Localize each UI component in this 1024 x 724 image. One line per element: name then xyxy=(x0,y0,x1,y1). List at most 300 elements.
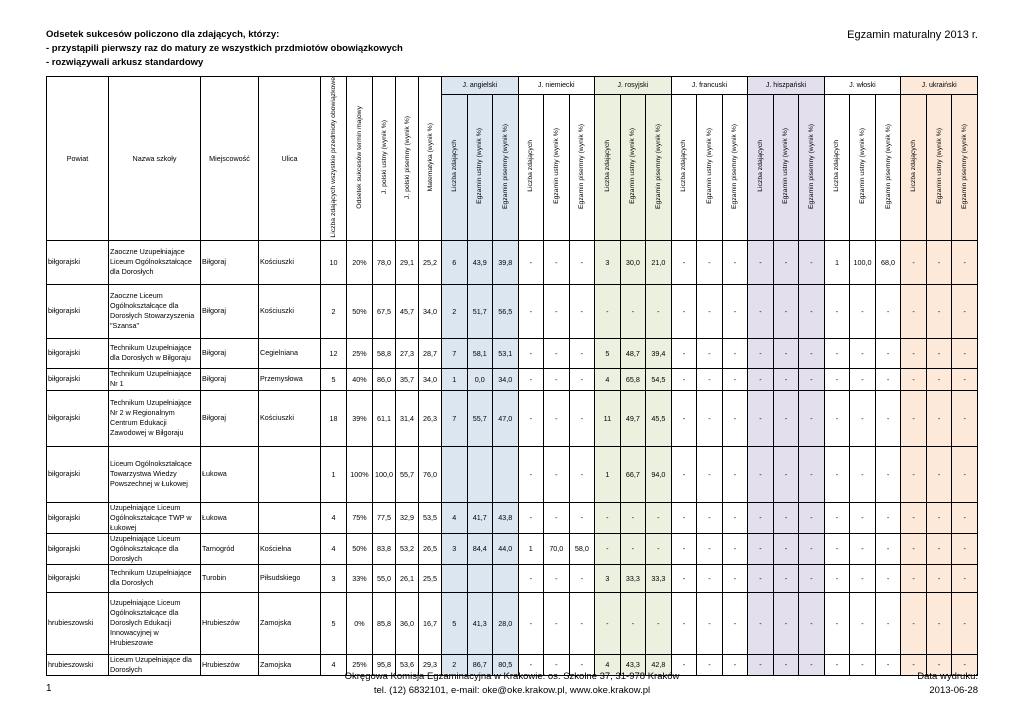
cell-language-value: - xyxy=(850,654,876,675)
cell-street: Zamojska xyxy=(259,592,321,654)
cell-language-value: 66,7 xyxy=(620,446,646,502)
cell-language-value: - xyxy=(595,284,621,338)
table-row xyxy=(47,533,978,564)
table-row xyxy=(47,368,978,390)
cell-jpol_u: 77,5 xyxy=(373,502,396,533)
cell-language-value: - xyxy=(569,240,595,284)
cell-language-value: - xyxy=(595,592,621,654)
cell-language-value: - xyxy=(952,338,978,368)
cell-language-value: - xyxy=(544,240,570,284)
subcolumn-label: Liczba zdających xyxy=(910,140,918,193)
cell-language-value: - xyxy=(722,338,748,368)
cell-language-value: - xyxy=(926,533,952,564)
language-subcolumn-header xyxy=(722,95,748,241)
cell-mat: 25,2 xyxy=(419,240,442,284)
cell-language-value: - xyxy=(926,564,952,592)
cell-odsetek: 25% xyxy=(347,338,373,368)
subcolumn-label: Egzamin ustny (wynik %) xyxy=(935,128,943,205)
language-subcolumn-header xyxy=(697,95,723,241)
cell-language-value: 43,8 xyxy=(493,502,519,533)
subcolumn-label: Egzamin pisemny (wynik %) xyxy=(961,123,969,209)
cell-language-value: 34,0 xyxy=(493,368,519,390)
subcolumn-label: Egzamin ustny (wynik %) xyxy=(476,128,484,205)
cell-language-value: - xyxy=(850,564,876,592)
cell-street: Zamojska xyxy=(259,654,321,675)
cell-language-value: 33,3 xyxy=(646,564,672,592)
cell-liczba: 4 xyxy=(321,533,347,564)
exam-title: Egzamin maturalny 2013 r. xyxy=(847,29,978,41)
cell-language-value: - xyxy=(773,533,799,564)
cell-language-value: - xyxy=(824,368,850,390)
cell-language-value: - xyxy=(544,338,570,368)
cell-language-value: - xyxy=(518,338,544,368)
cell-language-value: - xyxy=(875,368,901,390)
cell-language-value: - xyxy=(952,240,978,284)
cell-language-value: 39,4 xyxy=(646,338,672,368)
subcolumn-label: Liczba zdających xyxy=(756,140,764,193)
cell-language-value: 7 xyxy=(442,390,468,446)
cell-language-value: - xyxy=(518,446,544,502)
cell-language-value: - xyxy=(875,654,901,675)
cell-school: Zaoczne Liceum Ogólnokształcące dla Dorosłych Stowarzyszenia "Szansa" xyxy=(109,284,201,338)
subcolumn-label: Egzamin ustny (wynik %) xyxy=(859,128,866,205)
cell-powiat: biłgorajski xyxy=(47,338,109,368)
cell-language-value: - xyxy=(799,564,825,592)
cell-language-value: - xyxy=(926,240,952,284)
cell-language-value: - xyxy=(748,592,774,654)
cell-town: Łukowa xyxy=(201,502,259,533)
cell-language-value: - xyxy=(722,654,748,675)
cell-language-value: - xyxy=(748,368,774,390)
cell-powiat: biłgorajski xyxy=(47,564,109,592)
language-header: J. angielski xyxy=(442,77,519,95)
cell-language-value: - xyxy=(901,533,927,564)
cell-language-value: - xyxy=(824,564,850,592)
cell-language-value: 55,7 xyxy=(467,390,493,446)
cell-street xyxy=(259,502,321,533)
cell-powiat: hrubieszowski xyxy=(47,592,109,654)
cell-language-value: 4 xyxy=(595,654,621,675)
cell-language-value: - xyxy=(926,390,952,446)
col-powiat-header: Powiat xyxy=(47,77,109,241)
cell-language-value: - xyxy=(773,368,799,390)
cell-language-value: 3 xyxy=(442,533,468,564)
cell-language-value: - xyxy=(850,446,876,502)
cell-language-value: - xyxy=(952,390,978,446)
cell-language-value: - xyxy=(569,446,595,502)
cell-language-value: - xyxy=(748,338,774,368)
cell-town: Turobin xyxy=(201,564,259,592)
cell-language-value: - xyxy=(620,592,646,654)
cell-jpol_p: 29,1 xyxy=(396,240,419,284)
cell-mat: 25,5 xyxy=(419,564,442,592)
cell-language-value: - xyxy=(518,592,544,654)
cell-language-value: - xyxy=(926,284,952,338)
subcolumn-label: Liczba zdających xyxy=(833,140,841,193)
table-row xyxy=(47,390,978,446)
cell-language-value: - xyxy=(569,564,595,592)
cell-language-value: - xyxy=(875,564,901,592)
cell-language-value: - xyxy=(901,338,927,368)
cell-language-value: - xyxy=(518,564,544,592)
cell-language-value: 39,8 xyxy=(493,240,519,284)
cell-language-value: 68,0 xyxy=(875,240,901,284)
cell-language-value: - xyxy=(875,284,901,338)
cell-language-value: - xyxy=(722,564,748,592)
cell-language-value: - xyxy=(671,502,697,533)
cell-jpol_p: 36,0 xyxy=(396,592,419,654)
cell-language-value: 41,7 xyxy=(467,502,493,533)
table-row xyxy=(47,564,978,592)
cell-language-value: - xyxy=(901,446,927,502)
cell-language-value: - xyxy=(697,592,723,654)
cell-town: Tarnogród xyxy=(201,533,259,564)
cell-street: Kościuszki xyxy=(259,390,321,446)
cell-language-value: - xyxy=(569,390,595,446)
table-row xyxy=(47,284,978,338)
subcolumn-label: Egzamin ustny (wynik %) xyxy=(705,128,713,205)
cell-language-value: - xyxy=(901,284,927,338)
cell-jpol_u: 67,5 xyxy=(373,284,396,338)
cell-liczba: 1 xyxy=(321,446,347,502)
cell-language-value: - xyxy=(748,654,774,675)
cell-language-value: - xyxy=(773,284,799,338)
cell-language-value: 53,1 xyxy=(493,338,519,368)
cell-language-value: - xyxy=(773,564,799,592)
subcolumn-label: Liczba zdających xyxy=(527,140,535,193)
table-header xyxy=(47,77,978,241)
language-subcolumn-header xyxy=(773,95,799,241)
language-subcolumn-header xyxy=(467,95,493,241)
cell-language-value: - xyxy=(850,592,876,654)
print-date-block xyxy=(917,670,978,698)
language-subcolumn-header xyxy=(442,95,468,241)
subcolumn-label: Egzamin ustny (wynik %) xyxy=(629,128,637,205)
table-row xyxy=(47,240,978,284)
cell-language-value: - xyxy=(748,446,774,502)
cell-school: Liceum Ogólnokształcące Towarzystwa Wiedzy Powszechnej w Łukowej xyxy=(109,446,201,502)
cell-odsetek: 25% xyxy=(347,654,373,675)
col-success-header xyxy=(347,77,373,241)
cell-mat: 34,0 xyxy=(419,284,442,338)
cell-town: Łukowa xyxy=(201,446,259,502)
cell-odsetek: 75% xyxy=(347,502,373,533)
cell-language-value: - xyxy=(722,390,748,446)
cell-mat: 53,5 xyxy=(419,502,442,533)
cell-language-value: - xyxy=(875,592,901,654)
cell-language-value: 5 xyxy=(442,592,468,654)
header-line-3: - rozwiązywali arkusz standardowy xyxy=(46,57,204,68)
cell-language-value: - xyxy=(773,240,799,284)
cell-language-value: - xyxy=(875,533,901,564)
cell-school: Technikum Uzupełniające Nr 2 w Regionalnym Centrum Edukacji Zawodowej w Biłgoraju xyxy=(109,390,201,446)
language-header: J. hiszpański xyxy=(748,77,825,95)
cell-town: Biłgoraj xyxy=(201,338,259,368)
language-header: J. niemiecki xyxy=(518,77,595,95)
cell-language-value: - xyxy=(748,533,774,564)
page-number: 1 xyxy=(46,683,52,694)
cell-liczba: 4 xyxy=(321,502,347,533)
language-subcolumn-header xyxy=(493,95,519,241)
cell-language-value: - xyxy=(671,564,697,592)
cell-odsetek: 50% xyxy=(347,284,373,338)
cell-language-value: - xyxy=(773,390,799,446)
cell-language-value: - xyxy=(952,533,978,564)
header-line-1: Odsetek sukcesów policzono dla zdających, którzy: xyxy=(46,29,280,40)
cell-language-value: 30,0 xyxy=(620,240,646,284)
cell-language-value: - xyxy=(646,284,672,338)
language-subcolumn-header xyxy=(850,95,876,241)
cell-language-value: - xyxy=(569,338,595,368)
cell-language-value: - xyxy=(850,368,876,390)
cell-jpol_p: 35,7 xyxy=(396,368,419,390)
cell-language-value: - xyxy=(671,533,697,564)
cell-language-value: - xyxy=(850,284,876,338)
language-header: J. włoski xyxy=(824,77,901,95)
cell-language-value: 21,0 xyxy=(646,240,672,284)
language-subcolumn-header xyxy=(646,95,672,241)
cell-language-value: 5 xyxy=(595,338,621,368)
cell-language-value: - xyxy=(671,390,697,446)
cell-language-value: - xyxy=(697,502,723,533)
cell-town: Biłgoraj xyxy=(201,390,259,446)
cell-language-value: 44,0 xyxy=(493,533,519,564)
cell-jpol_u: 85,8 xyxy=(373,592,396,654)
cell-odsetek: 50% xyxy=(347,533,373,564)
cell-language-value: - xyxy=(722,368,748,390)
cell-language-value: - xyxy=(722,240,748,284)
table-row xyxy=(47,592,978,654)
language-subcolumn-header xyxy=(824,95,850,241)
col-count-header-label: Liczba zdających wszystkie przedmioty obowiązkowe xyxy=(330,77,337,238)
cell-language-value: - xyxy=(952,592,978,654)
cell-language-value: 84,4 xyxy=(467,533,493,564)
col-polish-written-header xyxy=(396,77,419,241)
cell-language-value: - xyxy=(824,502,850,533)
cell-language-value: - xyxy=(850,338,876,368)
cell-language-value: - xyxy=(697,564,723,592)
results-table xyxy=(46,76,978,676)
cell-liczba: 18 xyxy=(321,390,347,446)
cell-language-value: - xyxy=(875,446,901,502)
subcolumn-label: Egzamin ustny (wynik %) xyxy=(552,128,560,205)
cell-language-value: 1 xyxy=(595,446,621,502)
print-date: 2013-06-28 xyxy=(929,685,978,696)
cell-jpol_p: 53,6 xyxy=(396,654,419,675)
cell-language-value: - xyxy=(952,564,978,592)
cell-language-value: - xyxy=(569,592,595,654)
cell-language-value: - xyxy=(901,368,927,390)
cell-jpol_u: 61,1 xyxy=(373,390,396,446)
cell-language-value: 3 xyxy=(595,240,621,284)
header-row-languages xyxy=(47,77,978,95)
cell-school: Uzupełniające Liceum Ogólnokształcące TWP w Łukowej xyxy=(109,502,201,533)
cell-mat: 28,7 xyxy=(419,338,442,368)
cell-language-value: 1 xyxy=(518,533,544,564)
cell-school: Technikum Uzupełniające Nr 1 xyxy=(109,368,201,390)
subcolumn-label: Egzamin pisemny (wynik %) xyxy=(807,123,815,209)
cell-jpol_p: 31,4 xyxy=(396,390,419,446)
cell-language-value: - xyxy=(518,654,544,675)
cell-language-value: 4 xyxy=(595,368,621,390)
cell-language-value: - xyxy=(926,446,952,502)
cell-language-value: - xyxy=(697,654,723,675)
footer-address: Okręgowa Komisja Egzaminacyjna w Krakowie: os. Szkolne 37, 31-978 Kraków xyxy=(344,671,680,682)
cell-language-value: - xyxy=(901,502,927,533)
cell-language-value xyxy=(467,564,493,592)
cell-language-value: 86,7 xyxy=(467,654,493,675)
col-polish-written-header-label: J. polski pisemny (wynik %) xyxy=(403,115,411,199)
cell-language-value: - xyxy=(697,533,723,564)
table-row xyxy=(47,338,978,368)
cell-language-value: - xyxy=(824,533,850,564)
cell-town: Hrubieszów xyxy=(201,654,259,675)
cell-language-value: 45,5 xyxy=(646,390,672,446)
language-subcolumn-header xyxy=(875,95,901,241)
print-label: Data wydruku: xyxy=(917,671,978,682)
col-polish-oral-header-label: J. polski ustny (wynik %) xyxy=(380,120,388,195)
cell-language-value: - xyxy=(850,390,876,446)
cell-language-value: - xyxy=(824,446,850,502)
cell-language-value: - xyxy=(926,502,952,533)
cell-language-value: - xyxy=(646,592,672,654)
cell-jpol_u: 86,0 xyxy=(373,368,396,390)
cell-language-value: - xyxy=(544,502,570,533)
cell-language-value: - xyxy=(518,390,544,446)
cell-language-value: 47,0 xyxy=(493,390,519,446)
cell-language-value: 54,5 xyxy=(646,368,672,390)
language-subcolumn-header xyxy=(926,95,952,241)
cell-language-value: 41,3 xyxy=(467,592,493,654)
cell-powiat: biłgorajski xyxy=(47,533,109,564)
cell-language-value: - xyxy=(671,284,697,338)
cell-language-value: - xyxy=(697,446,723,502)
cell-language-value: 65,8 xyxy=(620,368,646,390)
cell-language-value: 2 xyxy=(442,654,468,675)
cell-mat: 16,7 xyxy=(419,592,442,654)
cell-language-value: - xyxy=(697,368,723,390)
cell-powiat: biłgorajski xyxy=(47,446,109,502)
cell-language-value xyxy=(493,564,519,592)
cell-school: Uzupełniające Liceum Ogólnokształcące dla Dorosłych Edukacji Innowacyjnej w Hrubieszowie xyxy=(109,592,201,654)
cell-language-value: - xyxy=(773,654,799,675)
cell-odsetek: 20% xyxy=(347,240,373,284)
cell-language-value: - xyxy=(850,502,876,533)
cell-language-value: - xyxy=(697,338,723,368)
cell-language-value: 48,7 xyxy=(620,338,646,368)
language-subcolumn-header xyxy=(544,95,570,241)
col-street-header: Ulica xyxy=(259,77,321,241)
cell-language-value: - xyxy=(901,592,927,654)
cell-language-value: - xyxy=(952,446,978,502)
cell-language-value: - xyxy=(952,284,978,338)
cell-language-value: - xyxy=(773,592,799,654)
cell-language-value: 1 xyxy=(824,240,850,284)
cell-language-value: - xyxy=(875,502,901,533)
cell-language-value: - xyxy=(722,502,748,533)
cell-language-value: - xyxy=(620,533,646,564)
cell-jpol_p: 32,9 xyxy=(396,502,419,533)
subcolumn-label: Egzamin pisemny (wynik %) xyxy=(578,123,586,209)
cell-language-value: - xyxy=(595,533,621,564)
cell-language-value: - xyxy=(748,284,774,338)
cell-language-value: - xyxy=(748,240,774,284)
table-row xyxy=(47,502,978,533)
cell-jpol_p: 55,7 xyxy=(396,446,419,502)
cell-odsetek: 33% xyxy=(347,564,373,592)
cell-language-value: - xyxy=(926,368,952,390)
cell-language-value: - xyxy=(620,502,646,533)
cell-liczba: 2 xyxy=(321,284,347,338)
cell-street: Przemysłowa xyxy=(259,368,321,390)
cell-language-value: - xyxy=(544,368,570,390)
cell-language-value: 43,3 xyxy=(620,654,646,675)
cell-language-value: - xyxy=(799,654,825,675)
cell-language-value: - xyxy=(722,446,748,502)
subcolumn-label: Liczba zdających xyxy=(450,140,458,193)
cell-jpol_p: 26,1 xyxy=(396,564,419,592)
cell-language-value: - xyxy=(799,592,825,654)
cell-jpol_p: 27,3 xyxy=(396,338,419,368)
language-subcolumn-header xyxy=(569,95,595,241)
cell-language-value xyxy=(493,446,519,502)
cell-language-value: - xyxy=(697,240,723,284)
language-header: J. rosyjski xyxy=(595,77,672,95)
cell-powiat: biłgorajski xyxy=(47,284,109,338)
col-polish-oral-header xyxy=(373,77,396,241)
cell-language-value: - xyxy=(518,240,544,284)
col-count-header xyxy=(321,77,347,241)
cell-language-value: - xyxy=(569,284,595,338)
cell-language-value xyxy=(442,446,468,502)
cell-jpol_u: 100,0 xyxy=(373,446,396,502)
cell-language-value: - xyxy=(646,502,672,533)
cell-odsetek: 100% xyxy=(347,446,373,502)
cell-language-value: 2 xyxy=(442,284,468,338)
cell-language-value: 100,0 xyxy=(850,240,876,284)
cell-language-value: - xyxy=(875,338,901,368)
language-subcolumn-header xyxy=(595,95,621,241)
cell-liczba: 3 xyxy=(321,564,347,592)
cell-jpol_p: 53,2 xyxy=(396,533,419,564)
cell-language-value: - xyxy=(722,284,748,338)
cell-language-value: - xyxy=(544,284,570,338)
cell-language-value: - xyxy=(799,502,825,533)
col-math-header xyxy=(419,77,442,241)
cell-language-value: 28,0 xyxy=(493,592,519,654)
cell-language-value: - xyxy=(901,564,927,592)
cell-language-value: - xyxy=(748,390,774,446)
cell-language-value: - xyxy=(671,592,697,654)
cell-school: Technikum Uzupełniające dla Dorosłych xyxy=(109,564,201,592)
cell-language-value: - xyxy=(875,390,901,446)
cell-school: Liceum Uzupełniające dla Dorosłych xyxy=(109,654,201,675)
cell-language-value: - xyxy=(671,240,697,284)
subcolumn-label: Egzamin pisemny (wynik %) xyxy=(731,123,739,209)
cell-language-value: - xyxy=(799,533,825,564)
cell-powiat: biłgorajski xyxy=(47,240,109,284)
report-header xyxy=(46,28,403,70)
cell-jpol_p: 45,7 xyxy=(396,284,419,338)
subcolumn-label: Egzamin pisemny (wynik %) xyxy=(501,123,509,209)
subcolumn-label: Egzamin ustny (wynik %) xyxy=(782,128,790,205)
cell-language-value: - xyxy=(569,654,595,675)
cell-mat: 26,3 xyxy=(419,390,442,446)
cell-language-value: - xyxy=(926,592,952,654)
cell-street: Cegielniana xyxy=(259,338,321,368)
language-subcolumn-header xyxy=(901,95,927,241)
cell-liczba: 12 xyxy=(321,338,347,368)
